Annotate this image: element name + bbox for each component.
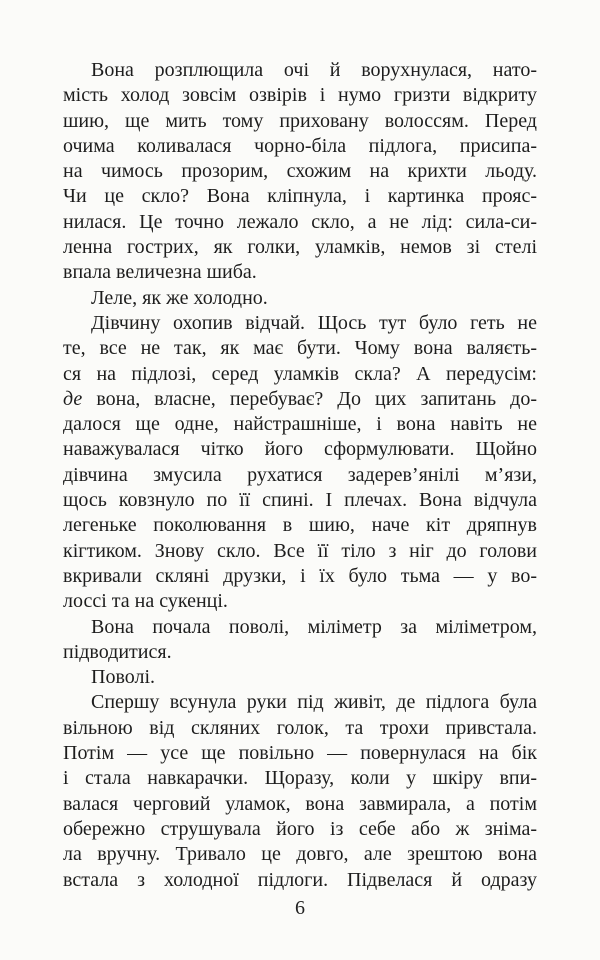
text-line [63, 868, 537, 893]
text-line [63, 210, 537, 235]
text-segment: впала величезна шиба. [63, 261, 257, 284]
italic-text-segment: де [63, 387, 83, 410]
text-segment: Вона почала поволі, міліметр за міліметром, [91, 615, 537, 638]
text-segment: і стала навкарачки. Щоразу, коли у шкіру впи- [63, 767, 537, 790]
text-segment: вона, власне, перебуває? До цих запитань до- [82, 387, 537, 410]
text-segment: нилася. Це точно лежало скло, а не лід: сила-си- [63, 210, 537, 233]
text-segment: Спершу всунула руки під живіт, де підлога була [91, 691, 537, 714]
text-segment: Чи це скло? Вона кліпнула, і картинка прояс- [63, 185, 537, 208]
text-line [63, 184, 537, 209]
text-segment: підводитися. [63, 640, 172, 663]
text-segment: легеньке поколювання в шию, наче кіт дряпнув [63, 514, 537, 537]
text-segment: лоссі та на сукенці. [63, 590, 228, 613]
text-segment: вкривали скляні друзки, і їх було тьма — у во- [63, 564, 537, 587]
text-line [63, 615, 537, 640]
text-segment: щось ковзнуло по її спині. І плечах. Вона відчула [63, 489, 537, 512]
text-segment: ся на підлозі, серед уламків скла? А передусім: [63, 362, 537, 385]
text-segment: шию, ще мить тому приховану волоссям. Перед [63, 109, 537, 132]
text-line [63, 412, 537, 437]
text-line [63, 159, 537, 184]
text-line [63, 387, 537, 412]
text-segment: ленна гострих, як голки, уламків, немов зі стелі [63, 236, 537, 259]
text-line [63, 589, 537, 614]
text-line [63, 640, 537, 665]
text-segment: встала з холодної підлоги. Підвелася й одразу [63, 868, 537, 891]
text-segment: валася черговий уламок, вона завмирала, а потім [63, 792, 537, 815]
text-segment: те, все не так, як має бути. Чому вона валяєть- [63, 337, 537, 360]
text-line [63, 741, 537, 766]
text-segment: очима коливалася чорно-біла підлога, присипа- [63, 134, 537, 157]
text-line [63, 564, 537, 589]
text-line [63, 336, 537, 361]
text-line [63, 488, 537, 513]
text-segment: на чимось прозорим, схожим на крихти льоду. [63, 160, 537, 183]
text-line [63, 286, 537, 311]
text-segment: Поволі. [91, 666, 156, 689]
text-segment: Дівчину охопив відчай. Щось тут було геть не [91, 311, 537, 334]
text-segment: вільною від скляних голок, та трохи привстала. [63, 716, 537, 739]
text-line [63, 463, 537, 488]
text-line [63, 109, 537, 134]
text-line [63, 437, 537, 462]
text-line [63, 766, 537, 791]
text-line [63, 842, 537, 867]
text-segment: обережно струшувала його із себе або ж зніма- [63, 817, 537, 840]
text-line [63, 690, 537, 715]
text-line [63, 716, 537, 741]
text-segment: ла вручну. Тривало це довго, але зрештою вона [63, 843, 537, 866]
text-line [63, 311, 537, 336]
page-text [63, 58, 537, 893]
text-segment: наважувалася чітко його сформулювати. Щойно [63, 438, 537, 461]
page-number: 6 [295, 897, 305, 919]
text-line [63, 539, 537, 564]
text-line [63, 792, 537, 817]
text-line [63, 665, 537, 690]
text-line [63, 362, 537, 387]
text-line [63, 58, 537, 83]
text-line [63, 260, 537, 285]
text-segment: далося ще одне, найстрашніше, і вона навіть не [63, 413, 537, 436]
text-segment: Потім — усе ще повільно — повернулася на бік [63, 742, 537, 765]
text-line [63, 513, 537, 538]
text-segment: мість холод зовсім озвірів і нумо гризти відкриту [63, 84, 537, 107]
text-line [63, 83, 537, 108]
text-segment: Вона розплющила очі й ворухнулася, нато- [91, 59, 537, 81]
text-line [63, 235, 537, 260]
text-segment: дівчина змусила рухатися задерев’янілі м’язи, [63, 463, 537, 486]
text-segment: Леле, як же холодно. [91, 286, 268, 309]
text-line [63, 817, 537, 842]
text-segment: кігтиком. Знову скло. Все її тіло з ніг до голови [63, 539, 537, 562]
text-line [63, 134, 537, 159]
